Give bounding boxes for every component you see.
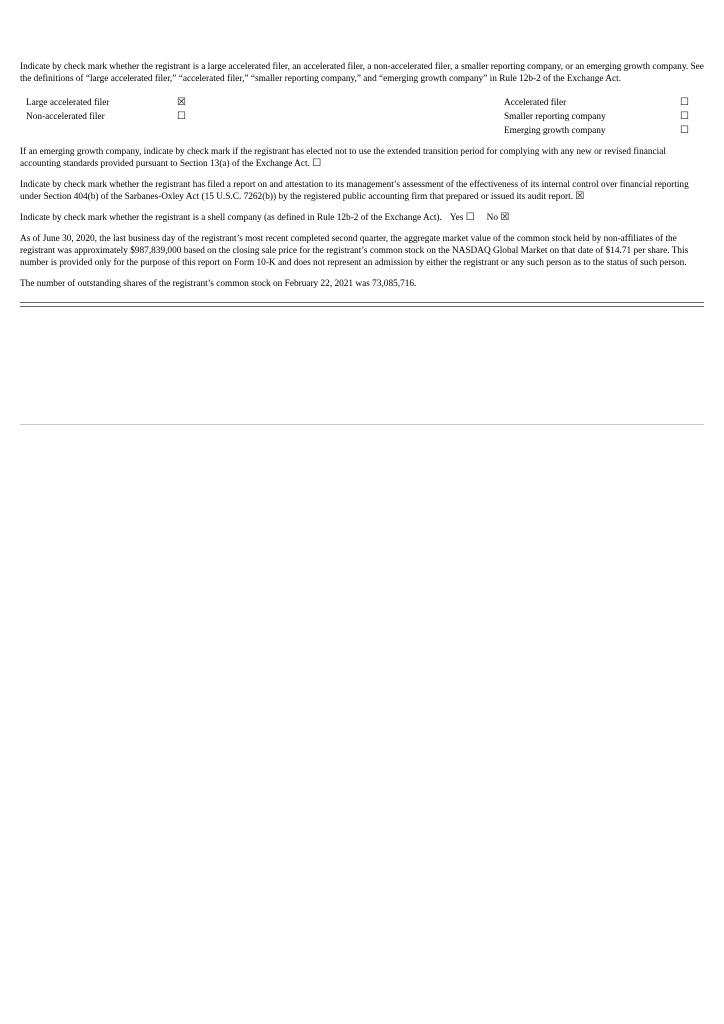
- smaller-reporting-company-checkbox[interactable]: ☐: [680, 111, 689, 122]
- smaller-reporting-company-label: Smaller reporting company: [504, 112, 606, 122]
- shell-company-yes-label: Yes: [449, 213, 464, 223]
- large-accelerated-filer-label: Large accelerated filer: [26, 98, 110, 108]
- filer-row-1: [20, 96, 704, 110]
- non-accelerated-filer-checkbox[interactable]: ☐: [177, 111, 186, 122]
- shell-company-paragraph: [20, 212, 704, 224]
- emerging-growth-company-checkbox[interactable]: ☐: [680, 125, 689, 136]
- filer-status-intro: Indicate by check mark whether the registrant is a large accelerated filer, an accelerated filer, a non-accelerated filer, a smaller reporting company, or an emerging growth company. See the definitions of “large accelerated filer,” “accelerated filer,” “smaller reporting company,” and “emerging growth company” in Rule 12b-2 of the Exchange Act.: [20, 62, 704, 84]
- audit-attestation-text: Indicate by check mark whether the registrant has filed a report on and attestation to its management’s assessment of the effectiveness of its internal control over financial reporting under Section 404(b) of the Sarbanes-Oxley Act (15 U.S.C. 7262(b)) by the registered public accounting firm that prepared or issued its audit report.: [20, 180, 689, 202]
- emerging-growth-transition-text: If an emerging growth company, indicate by check mark if the registrant has elected not to use the extended transition period for complying with any new or revised financial accounting standards provided pursuant to Section 13(a) of the Exchange Act.: [20, 147, 666, 169]
- emerging-growth-company-label: Emerging growth company: [504, 126, 606, 136]
- cover-page-content: [20, 61, 704, 307]
- non-accelerated-filer-label: Non-accelerated filer: [26, 112, 105, 122]
- filer-status-table: [20, 96, 704, 138]
- emerging-growth-transition-checkbox[interactable]: ☐: [312, 158, 322, 169]
- aggregate-market-value-paragraph: As of June 30, 2020, the last business day of the registrant’s most recent completed second quarter, the aggregate market value of the common stock held by non-affiliates of the registrant was approximately $987,839,000 based on the closing sale price for the registrant’s common stock on the NASDAQ Global Market on that date of $14.71 per share. This number is provided only for the purpose of this report on Form 10-K and does not represent an admission by either the registrant or any such person as to the status of such person.: [20, 234, 689, 268]
- shell-company-yes-checkbox[interactable]: ☐: [465, 212, 475, 223]
- double-divider-rule: [20, 302, 704, 307]
- emerging-growth-transition-paragraph: [20, 146, 704, 170]
- accelerated-filer-checkbox[interactable]: ☐: [680, 97, 689, 108]
- shell-company-no-label: No: [486, 213, 499, 223]
- filer-row-2: [20, 110, 704, 124]
- audit-attestation-checkbox[interactable]: ☒: [575, 191, 585, 202]
- large-accelerated-filer-checkbox[interactable]: ☒: [177, 97, 186, 108]
- page-divider-rule: [20, 424, 704, 425]
- filer-row-3: [20, 124, 704, 138]
- shares-outstanding-paragraph: The number of outstanding shares of the registrant’s common stock on February 22, 2021 was 73,085,716.: [20, 279, 417, 289]
- audit-attestation-paragraph: [20, 179, 704, 203]
- shell-company-no-checkbox[interactable]: ☒: [500, 212, 510, 223]
- accelerated-filer-label: Accelerated filer: [504, 98, 567, 108]
- shell-company-text: Indicate by check mark whether the registrant is a shell company (as defined in Rule 12b-2 of the Exchange Act).: [20, 213, 442, 223]
